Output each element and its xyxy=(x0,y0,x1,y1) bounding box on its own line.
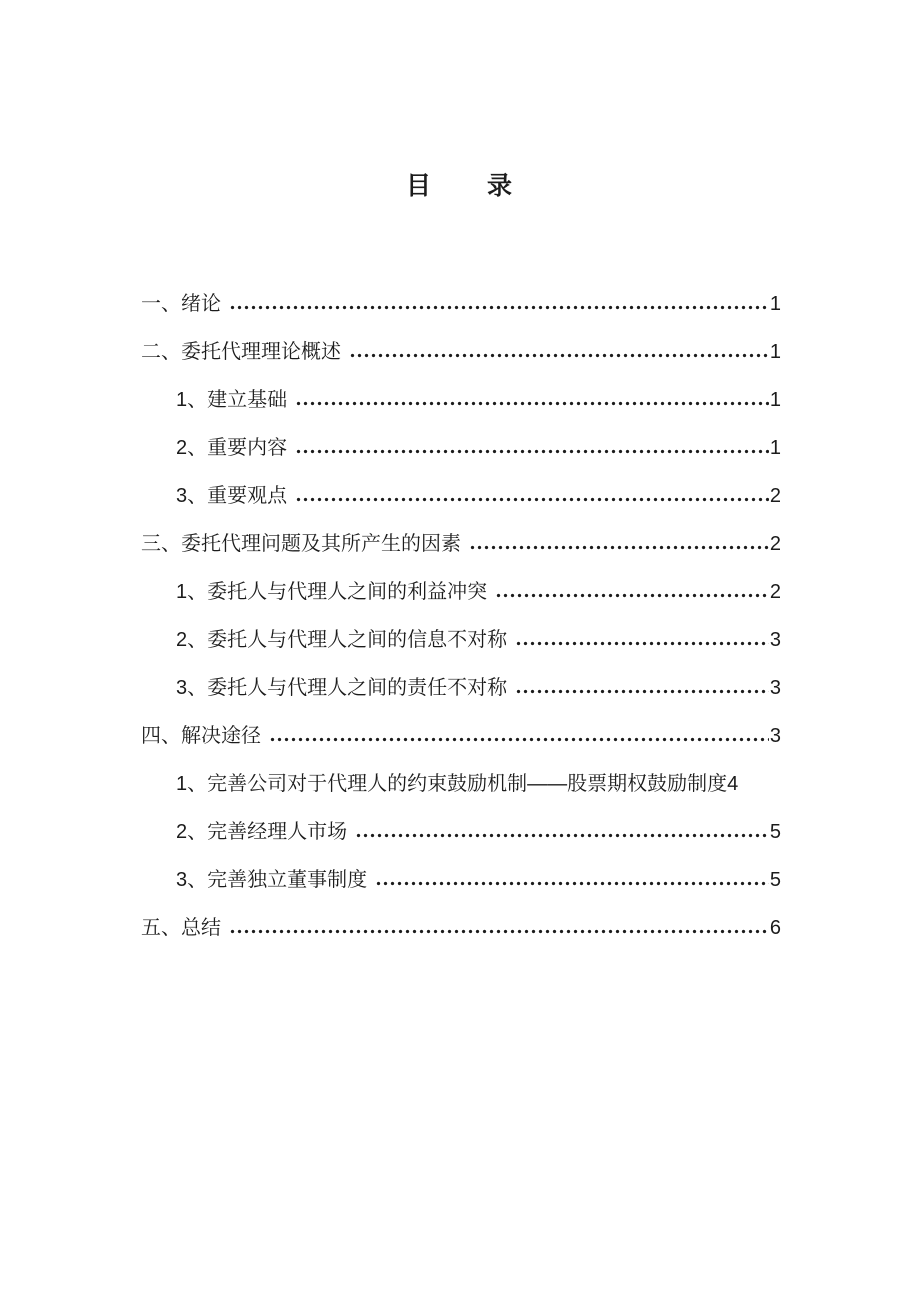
toc-entry[interactable] xyxy=(141,580,781,628)
toc-entry-label: 2、重要内容 xyxy=(176,437,288,459)
toc-entry-page: 3 xyxy=(769,629,781,651)
toc-entry-label: 3、委托人与代理人之间的责任不对称 xyxy=(176,677,508,699)
toc-entry-page: 1 xyxy=(769,341,781,363)
table-of-contents xyxy=(141,292,781,964)
toc-entry-page: 1 xyxy=(769,389,781,411)
toc-entry-label: 2、委托人与代理人之间的信息不对称 xyxy=(176,629,508,651)
toc-entry-page: 1 xyxy=(769,437,781,459)
toc-entry-page: 2 xyxy=(769,485,781,507)
toc-entry-page: 5 xyxy=(769,869,781,891)
dot-leader xyxy=(469,545,769,550)
toc-title: 目 录 xyxy=(405,172,514,200)
toc-entry-label: 五、总结 xyxy=(141,917,221,939)
toc-entry-label: 2、完善经理人市场 xyxy=(176,821,348,843)
toc-entry[interactable] xyxy=(141,292,781,340)
toc-entry-label: 四、解决途径 xyxy=(141,725,261,747)
toc-entry[interactable] xyxy=(141,820,781,868)
toc-entry-label: 1、建立基础 xyxy=(176,389,288,411)
toc-entry[interactable] xyxy=(141,388,781,436)
toc-entry-page: 3 xyxy=(769,725,781,747)
toc-entry[interactable] xyxy=(141,484,781,532)
dot-leader xyxy=(269,737,769,742)
toc-entry-label: 二、委托代理理论概述 xyxy=(141,341,341,363)
dot-leader xyxy=(295,449,769,454)
toc-entry-label: 一、绪论 xyxy=(141,293,221,315)
dot-leader xyxy=(295,401,769,406)
toc-entry-label: 1、完善公司对于代理人的约束鼓励机制——股票期权鼓励制度 xyxy=(176,773,728,795)
dot-leader xyxy=(295,497,769,502)
toc-entry-label: 3、完善独立董事制度 xyxy=(176,869,368,891)
toc-entry-page: 1 xyxy=(769,293,781,315)
dot-leader xyxy=(229,305,769,310)
toc-entry[interactable] xyxy=(141,628,781,676)
toc-entry[interactable] xyxy=(141,724,781,772)
toc-entry-page: 6 xyxy=(769,917,781,939)
toc-entry-page: 5 xyxy=(769,821,781,843)
toc-entry-page: 2 xyxy=(769,581,781,603)
toc-entry-label: 三、委托代理问题及其所产生的因素 xyxy=(141,533,461,555)
toc-entry[interactable] xyxy=(141,676,781,724)
toc-entry[interactable] xyxy=(141,868,781,916)
toc-entry[interactable] xyxy=(141,436,781,484)
dot-leader xyxy=(515,641,769,646)
toc-entry-page: 3 xyxy=(769,677,781,699)
toc-entry-page: 4 xyxy=(727,773,739,795)
dot-leader xyxy=(495,593,769,598)
toc-entry-page: 2 xyxy=(769,533,781,555)
dot-leader xyxy=(515,689,769,694)
toc-entry[interactable] xyxy=(141,772,781,820)
dot-leader xyxy=(355,833,769,838)
dot-leader xyxy=(375,881,769,886)
toc-entry-label: 3、重要观点 xyxy=(176,485,288,507)
dot-leader xyxy=(229,929,769,934)
toc-entry[interactable] xyxy=(141,532,781,580)
toc-entry[interactable] xyxy=(141,916,781,964)
toc-entry-label: 1、委托人与代理人之间的利益冲突 xyxy=(176,581,488,603)
toc-entry[interactable] xyxy=(141,340,781,388)
dot-leader xyxy=(349,353,769,358)
